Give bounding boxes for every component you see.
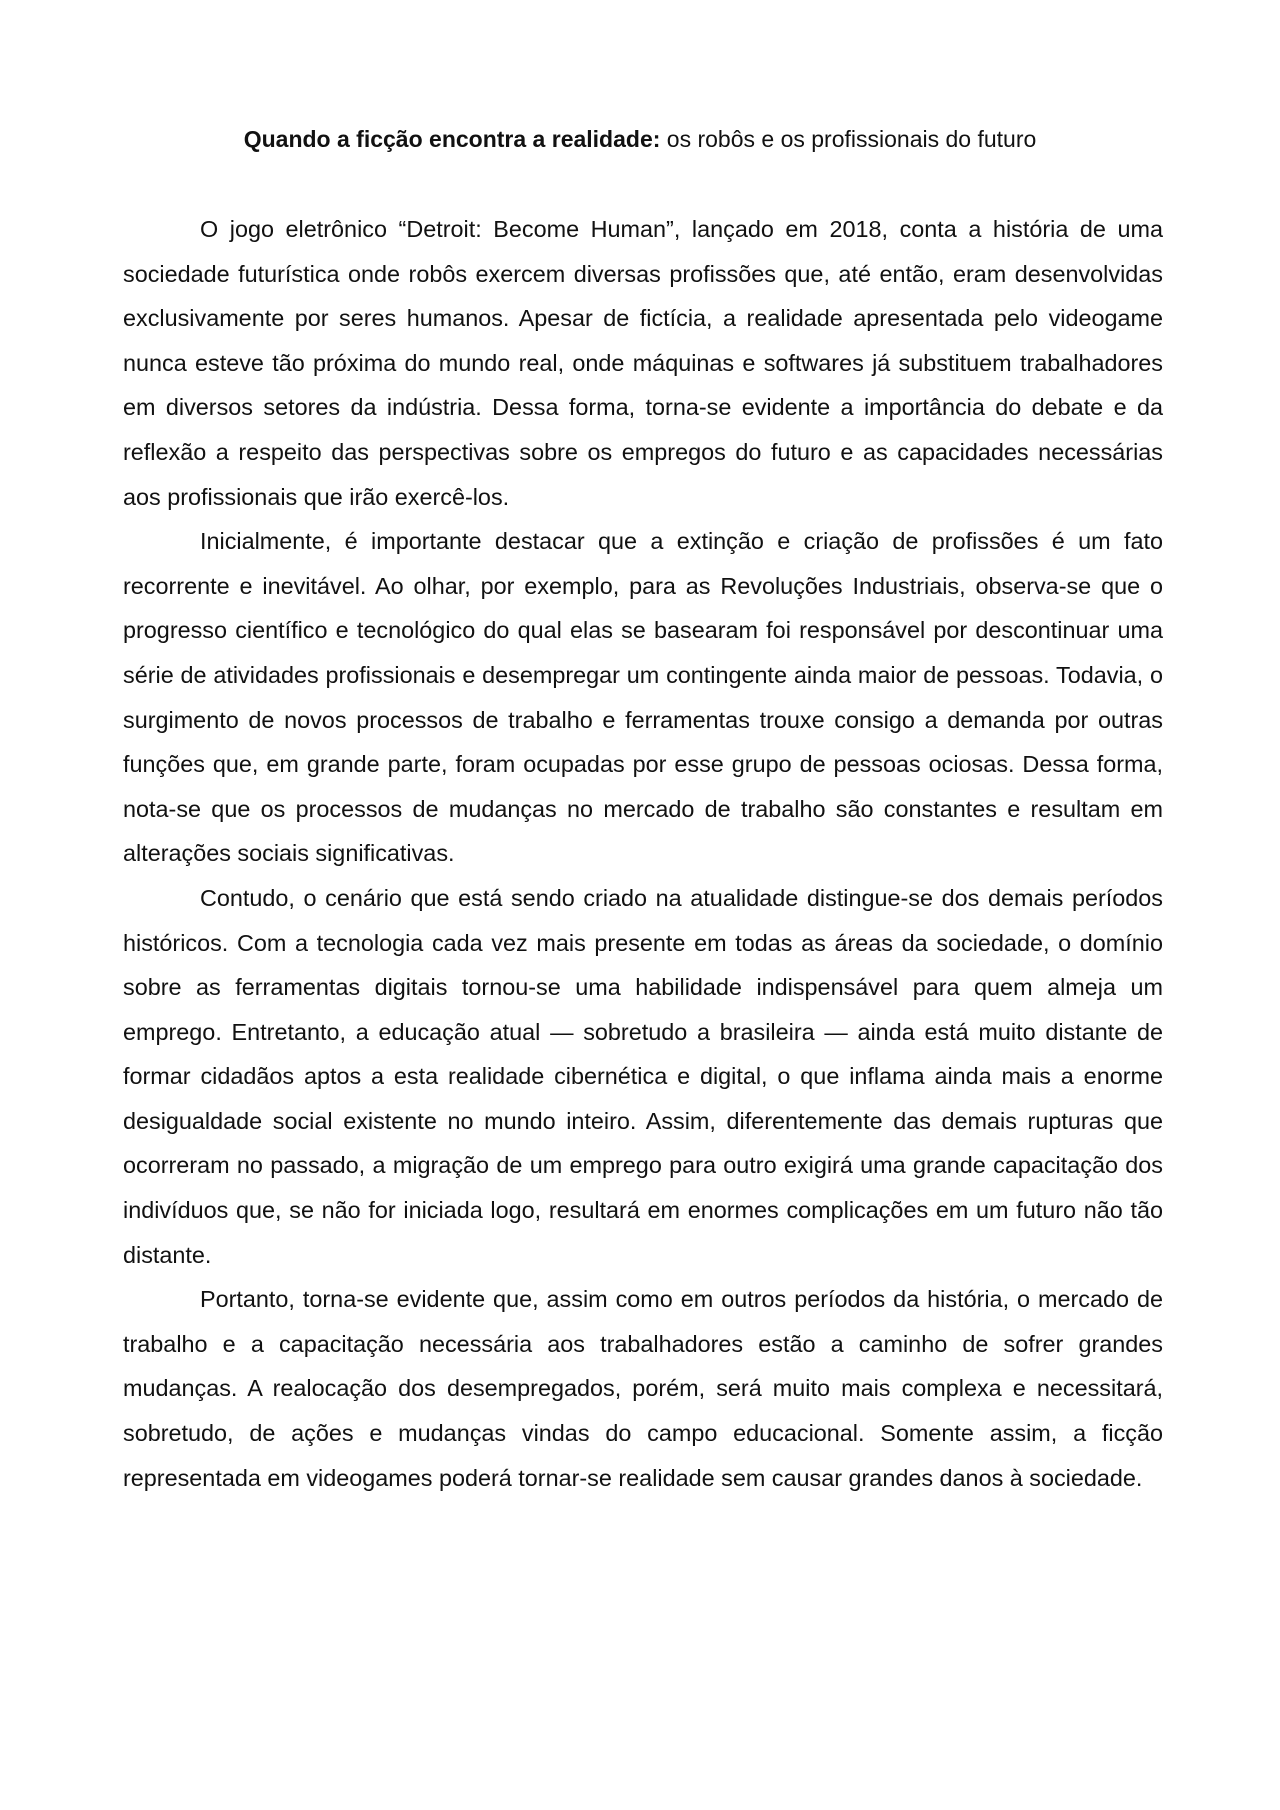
paragraph-3: Contudo, o cenário que está sendo criado na atualidade distingue-se dos demais períodos históricos. Com a tecnologia cada vez mais presente em todas as áreas da sociedade, o domínio sobre as ferramentas digitais tornou-se uma habilidade indispensável para quem almeja um emprego. Entretanto, a educação atual — sobretudo a brasileira — ainda está muito distante de formar cidadãos aptos a esta realidade cibernética e digital, o que inflama ainda mais a enorme desigualdade social existente no mundo inteiro. Assim, diferentemente das demais rupturas que ocorreram no passado, a migração de um emprego para outro exigirá uma grande capacitação dos indivíduos que, se não for iniciada logo, resultará em enormes complicações em um futuro não tão distante. (123, 884, 1163, 1268)
document-title-bold: Quando a ficção encontra a realidade: (243, 126, 661, 152)
document-title-rest: os robôs e os profissionais do futuro (660, 126, 1037, 152)
document-title (0, 124, 1280, 154)
document-body (123, 207, 1163, 1500)
paragraph-2: Inicialmente, é importante destacar que a extinção e criação de profissões é um fato recorrente e inevitável. Ao olhar, por exemplo, para as Revoluções Industriais, observa-se que o progresso científico e tecnológico do qual elas se basearam foi responsável por descontinuar uma série de atividades profissionais e desempregar um contingente ainda maior de pessoas. Todavia, o surgimento de novos processos de trabalho e ferramentas trouxe consigo a demanda por outras funções que, em grande parte, foram ocupadas por esse grupo de pessoas ociosas. Dessa forma, nota-se que os processos de mudanças no mercado de trabalho são constantes e resultam em alterações sociais significativas. (123, 528, 1163, 867)
paragraph-1: O jogo eletrônico “Detroit: Become Human”, lançado em 2018, conta a história de uma sociedade futurística onde robôs exercem diversas profissões que, até então, eram desenvolvidas exclusivamente por seres humanos. Apesar de fictícia, a realidade apresentada pelo videogame nunca esteve tão próxima do mundo real, onde máquinas e softwares já substituem trabalhadores em diversos setores da indústria. Dessa forma, torna-se evidente a importância do debate e da reflexão a respeito das perspectivas sobre os empregos do futuro e as capacidades necessárias aos profissionais que irão exercê-los. (123, 216, 1163, 510)
paragraph-4: Portanto, torna-se evidente que, assim como em outros períodos da história, o mercado de trabalho e a capacitação necessária aos trabalhadores estão a caminho de sofrer grandes mudanças. A realocação dos desempregados, porém, será muito mais complexa e necessitará, sobretudo, de ações e mudanças vindas do campo educacional. Somente assim, a ficção representada em videogames poderá tornar-se realidade sem causar grandes danos à sociedade. (123, 1286, 1163, 1491)
